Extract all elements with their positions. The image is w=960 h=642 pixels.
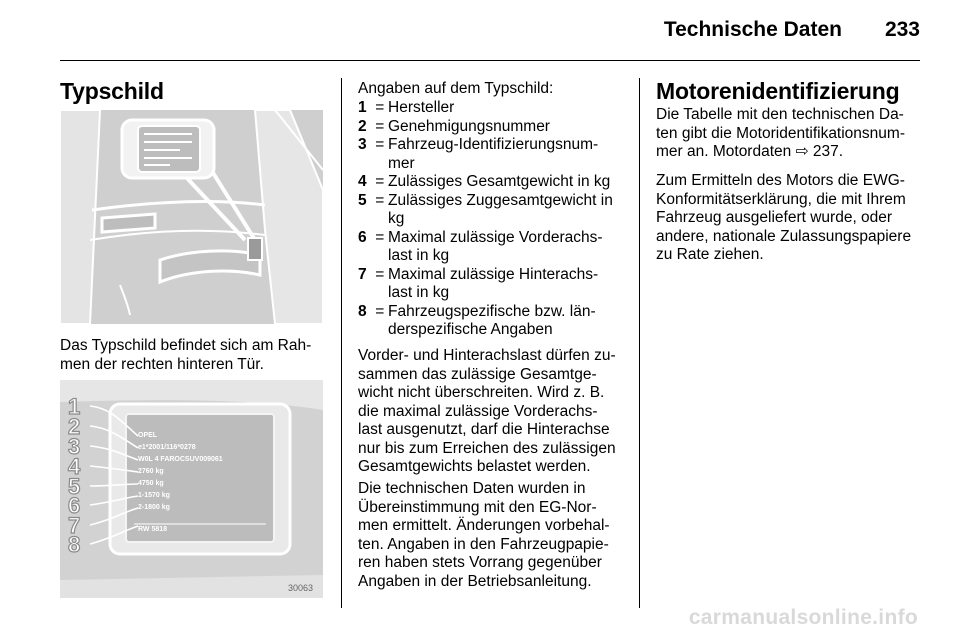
figure-code: 30063 [288,583,314,593]
list-item: 3 = Fahrzeug-Identifizierungsnum-mer [358,136,628,173]
paragraph-line: Angaben in der Betriebsanleitung. [358,572,592,590]
paragraph-line: last ausgenutzt, darf die Hinterachse [358,421,610,438]
list-item-number: 4 [358,173,367,190]
list-item: 4 = Zulässiges Gesamtgewicht in kg [358,173,628,192]
list-item-number: 7 [358,265,367,283]
list-item: 7 = Maximal zulässige Hinterachs-last in kg [358,266,628,303]
section-heading-typschild: Typschild [60,78,164,104]
plate-line-2: e1*2001/116*0278 [138,444,196,451]
column-divider-right [639,78,640,608]
list-intro: Angaben auf dem Typschild: [358,80,554,97]
plate-line-5: 4750 kg [138,480,164,487]
paragraph-line: ren haben stets Vorrang gegenüber [358,554,602,571]
running-header-title: Technische Daten [663,18,842,41]
plate-label-6: 6 [68,493,81,518]
paragraph-line: nur bis zum Erreichen des zulässigen [358,439,616,457]
list-item-text: Zulässiges Zuggesamtgewicht in kg [388,191,613,227]
list-item-number: 2 [358,117,367,135]
list-item: 8 = Fahrzeugspezifische bzw. län-derspezifische Angaben [358,303,628,340]
list-item-text: Genehmigungsnummer [388,117,550,135]
paragraph-line: Gesamtgewichts belastet werden. [358,458,591,475]
list-item-text: Maximal zulässige Hinterachs-last in kg [388,265,599,301]
plate-label-5: 5 [68,474,81,499]
paragraph-line: Fahrzeug ausgeliefert wurde, oder [656,209,893,226]
caption-line: Das Typschild befindet sich am Rah- [60,337,312,354]
plate-line-9: RW 5818 [138,526,168,533]
list-item: 6 = Maximal zulässige Vorderachs-last in kg [358,228,603,264]
paragraph-line: zu Rate ziehen. [656,246,764,263]
paragraph-engine-determination [656,172,946,265]
plate-label-4: 4 [68,454,81,479]
paragraph-line: Übereinstimmung mit den EG-Nor- [358,498,597,516]
plate-line-1: OPEL [138,432,158,439]
list-item-text: Fahrzeugspezifische bzw. län-derspezifische Angaben [388,302,596,338]
list-item-number: 3 [358,136,367,153]
figure-door-plate-location [60,110,323,324]
list-item-number: 8 [358,302,367,320]
plate-label-2: 2 [68,414,81,439]
paragraph-line: ten gibt die Motoridentifikationsnum- [656,124,905,142]
paragraph-line: mer an. Motordaten ⇨ 237. [656,143,844,160]
plate-label-8: 8 [68,532,81,557]
list-item: 5 = Zulässiges Zuggesamtgewicht in kg [358,192,628,229]
watermark: carmanualsonline.info [688,606,918,629]
plate-label-3: 3 [68,434,81,459]
list-item-number: 6 [358,228,367,246]
paragraph-line: Vorder- und Hinterachslast dürfen zu- [358,347,616,364]
list-item: 2 = Genehmigungsnummer [358,118,628,137]
paragraph-line: andere, nationale Zulassungspapiere [656,227,912,245]
header-rule [60,60,920,61]
paragraph-axle-loads [358,347,633,477]
paragraph-line: Die technischen Daten wurden in [358,480,586,497]
paragraph-line: Die Tabelle mit den technischen Da- [656,106,904,123]
caption-line: men der rechten hinteren Tür. [60,355,264,373]
paragraph-line: Zum Ermitteln des Motors die EWG- [656,172,905,189]
list-item-number: 1 [358,99,367,116]
section-heading-motorenidentifizierung: Motorenidentifizierung [656,78,900,104]
column-divider-left [341,78,342,608]
paragraph-line: sammen das zulässige Gesamtge- [358,365,597,383]
paragraph-technical-data [358,480,633,591]
plate-illustration [60,380,323,598]
plate-label-7: 7 [68,513,81,538]
list-item-text: Fahrzeug-Identifizierungsnum-mer [388,136,599,172]
plate-line-4: 2760 kg [138,468,164,475]
paragraph-engine-table [656,106,936,162]
figure-plate-detail [60,380,323,598]
list-item: 1 = Hersteller [358,99,628,118]
paragraph-line: men ermittelt. Änderungen vorbehal- [358,517,610,534]
list-item-number: 5 [358,191,367,209]
plate-line-3: W0L 4 FAROCSUV009061 [138,456,223,463]
paragraph-line: ten. Angaben in den Fahrzeugpapie- [358,535,609,553]
plate-field-list [358,99,628,340]
caption-plate-location [60,337,330,374]
paragraph-line: Konformitätserklärung, die mit Ihrem [656,190,906,208]
paragraph-line: die maximal zulässige Vorderachs- [358,402,598,420]
list-item-text: Maximal zulässige Vorderachs-last in kg [388,228,603,264]
list-item-text: Zulässiges Gesamtgewicht in kg [388,173,611,190]
plate-line-7: 2-1800 kg [138,504,170,511]
paragraph-line: wicht nicht überschreiten. Wird z. B. [358,384,605,401]
list-item-text: Hersteller [388,99,455,116]
plate-label-1: 1 [68,394,81,419]
page-number: 233 [884,18,920,41]
plate-line-6: 1-1570 kg [138,492,170,499]
door-illustration [60,110,323,324]
